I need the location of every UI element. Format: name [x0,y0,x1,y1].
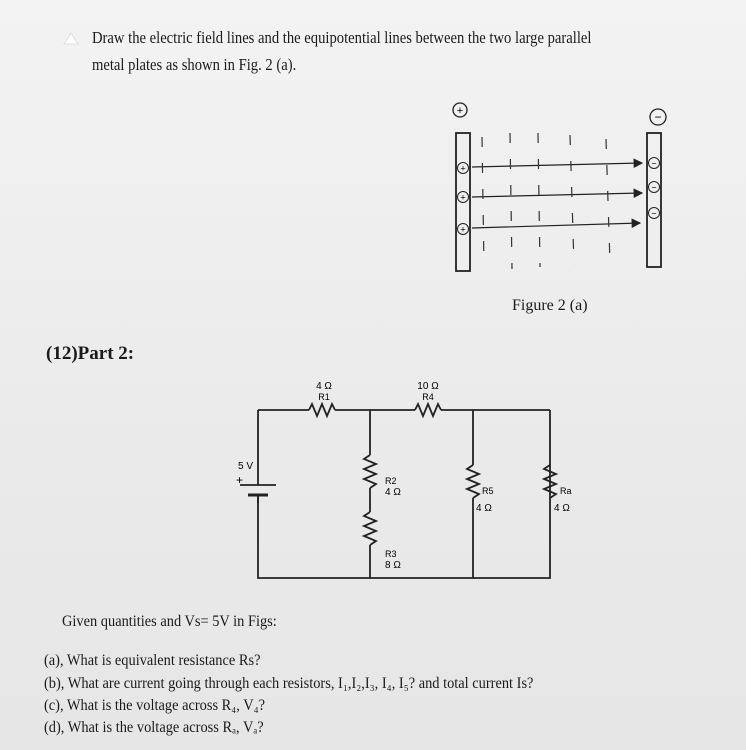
left-charge-2: + [460,192,466,203]
resistor-r5 [467,465,479,498]
r3-value-label: 8 Ω [385,560,401,571]
circuit-diagram [220,375,580,590]
right-plate-charges [649,158,660,219]
part-2-title: (12)Part 2: [46,343,135,364]
r3-name-label: R3 [385,549,397,559]
r1-value-label: 4 Ω [316,381,332,392]
r2-name-label: R2 [385,476,397,486]
question-a: (a), What is equivalent resistance Rs? [44,652,261,669]
left-plate-charges [458,163,469,235]
right-plate [647,133,661,267]
right-charge-2: − [651,182,657,193]
question-marker-icon [62,30,80,46]
r5-value-label: 4 Ω [476,503,492,514]
top-left-charge: + [456,105,464,117]
left-charge-3: + [460,224,466,235]
figure-2a [430,95,690,285]
left-charge-1: + [460,163,466,174]
right-charge-3: − [651,208,657,219]
resistor-r3 [364,512,376,545]
question1-line1: Draw the electric field lines and the equipotential lines between the two large parallel [92,28,592,47]
ra-name-label: Ra [560,486,572,496]
question1-line2: metal plates as shown in Fig. 2 (a). [92,55,297,74]
question-c: (c), What is the voltage across R₄, V₄? [44,697,266,714]
equipotential-lines [482,133,610,269]
resistor-r1 [309,404,335,416]
field-line-3 [472,223,640,228]
resistor-r2 [364,455,376,488]
ra-value-label: 4 Ω [554,503,570,514]
resistor-r4 [415,404,441,416]
right-charge-1: − [651,158,657,169]
question-d: (d), What is the voltage across Rₐ, Vₐ? [44,719,264,736]
given-quantities: Given quantities and Vs= 5V in Figs: [62,613,277,630]
field-line-1 [472,163,642,167]
r2-value-label: 4 Ω [385,487,401,498]
r5-name-label: R5 [482,486,494,496]
r4-value-label: 10 Ω [417,381,439,392]
source-plus-label: + [236,473,244,487]
r1-name-label: R1 [318,392,330,402]
source-voltage-label: 5 V [238,461,254,472]
r4-name-label: R4 [422,392,434,402]
top-right-charge: − [654,110,662,124]
field-line-2 [472,193,642,197]
battery-source [240,475,276,503]
figure-2a-caption: Figure 2 (a) [512,297,588,314]
question-b: (b), What are current going through each resistors, I₁,I₂,I₃, I₄, I₅? and total current Is? [44,675,534,692]
